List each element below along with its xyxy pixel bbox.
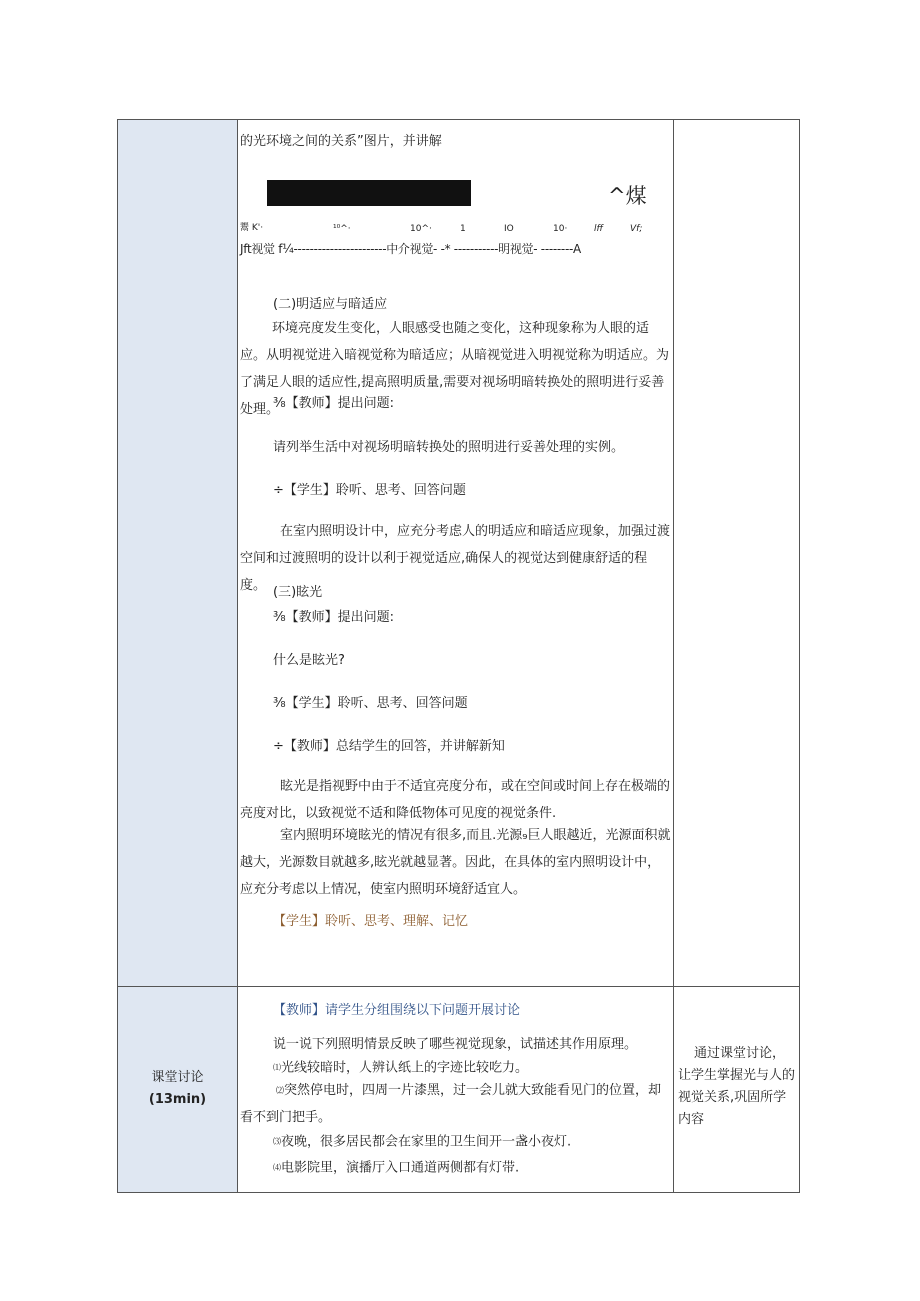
item-number: ⑷ [273, 1163, 281, 1172]
table-row [118, 987, 800, 1193]
figure-glyph: ^煤 [608, 184, 647, 208]
teacher-instruction: 【教师】请学生分组围绕以下问题开展讨论 [273, 1003, 521, 1018]
item-number: ⑶ [273, 1137, 281, 1146]
paragraph: 室内照明环境眩光的情况有很多,而且.光源₉巨人眼越近，光源面积就越大，光源数目就越多,眩光就越显著。因此，在具体的室内照明设计中，应充分考虑以上情况，使室内照明环境舒适宜人。 [240, 828, 671, 897]
scale-label: 1 [460, 224, 466, 234]
question: 什么是眩光? [273, 653, 345, 668]
scale-label: lff [594, 224, 603, 234]
teaching-goal: 通过课堂讨论，让学生掌握光与人的视觉关系,巩固所学内容 [678, 1046, 796, 1127]
paragraph: 在室内照明设计中，应充分考虑人的明适应和暗适应现象，加强过渡空间和过渡照明的设计以利于视觉适应,确保人的视觉达到健康舒适的程度。 [240, 524, 671, 593]
teacher-ask: ⅜【教师】提出问题: [273, 610, 394, 625]
teacher-summary: ÷【教师】总结学生的回答，并讲解新知 [273, 739, 505, 754]
scale-label: IO [504, 224, 514, 234]
list-item [240, 1077, 672, 1131]
lesson-plan-table [117, 119, 800, 1193]
stage-label-cell [118, 987, 238, 1193]
student-action: 【学生】聆听、思考、理解、记忆 [273, 914, 469, 929]
stage-duration: (13min) [148, 1092, 207, 1107]
item-text: 电影院里，演播厅入口通道两侧都有灯带. [281, 1160, 520, 1176]
stage-label: 课堂讨论 [151, 1070, 204, 1085]
item-text: 夜晚，很多居民都会在家里的卫生间开一盏小夜灯. [281, 1134, 572, 1150]
student-action: ⅜【学生】聆听、思考、回答问题 [273, 696, 468, 711]
list-item [273, 1134, 571, 1151]
scale-label: 10· [553, 224, 568, 234]
list-item [273, 1060, 528, 1077]
goal-cell [674, 120, 800, 987]
intro-line: 的光环境之间的关系”图片，并讲解 [240, 134, 442, 149]
goal-cell [674, 987, 800, 1193]
item-number: ⑵ [276, 1086, 284, 1095]
item-number: ⑴ [273, 1063, 281, 1072]
table-row [118, 120, 800, 987]
section-title: (三)眩光 [273, 585, 323, 600]
list-item [273, 1160, 519, 1177]
scale-label: ¹⁰^· [333, 224, 351, 234]
scale-label: Vf; [630, 224, 643, 234]
paragraph: 眩光是指视野中由于不适宜亮度分布，或在空间或时间上存在极端的亮度对比，以致视觉不适和降低物体可见度的视觉条件. [240, 779, 671, 821]
paragraph: 环境亮度发生变化，人眼感受也随之变化，这种现象称为人眼的适应。从明视觉进入暗视觉称为暗适应；从暗视觉进入明视觉称为明适应。为了满足人眼的适应性,提高照明质量,需要对视场明暗转换处的照明进行妥善处理。 [240, 321, 670, 417]
content-cell [238, 987, 674, 1193]
stage-label-cell [118, 120, 238, 987]
content-cell [238, 120, 674, 987]
scale-label: 10^· [410, 224, 432, 234]
item-text: 光线较暗时，人辨认纸上的字迹比较吃力。 [281, 1060, 529, 1076]
section-title: (二)明适应与暗适应 [273, 297, 388, 312]
item-text: 突然停电时，四周一片漆黑，过一会儿就大致能看见门的位置，却看不到门把手。 [240, 1083, 662, 1125]
vision-scale-line: Jft视觉 f¼-----------------------中介视觉- -* -----------明视觉- --------A [240, 242, 581, 256]
scale-label: 鬻 K'· [240, 223, 264, 233]
question: 请列举生活中对视场明暗转换处的照明进行妥善处理的实例。 [273, 440, 625, 455]
discussion-prompt: 说一说下列照明情景反映了哪些视觉现象，试描述其作用原理。 [273, 1037, 638, 1052]
student-action: ÷【学生】聆听、思考、回答问题 [273, 483, 466, 498]
figure-redacted-bar [267, 180, 471, 206]
teacher-ask: ⅜【教师】提出问题: [273, 396, 394, 411]
